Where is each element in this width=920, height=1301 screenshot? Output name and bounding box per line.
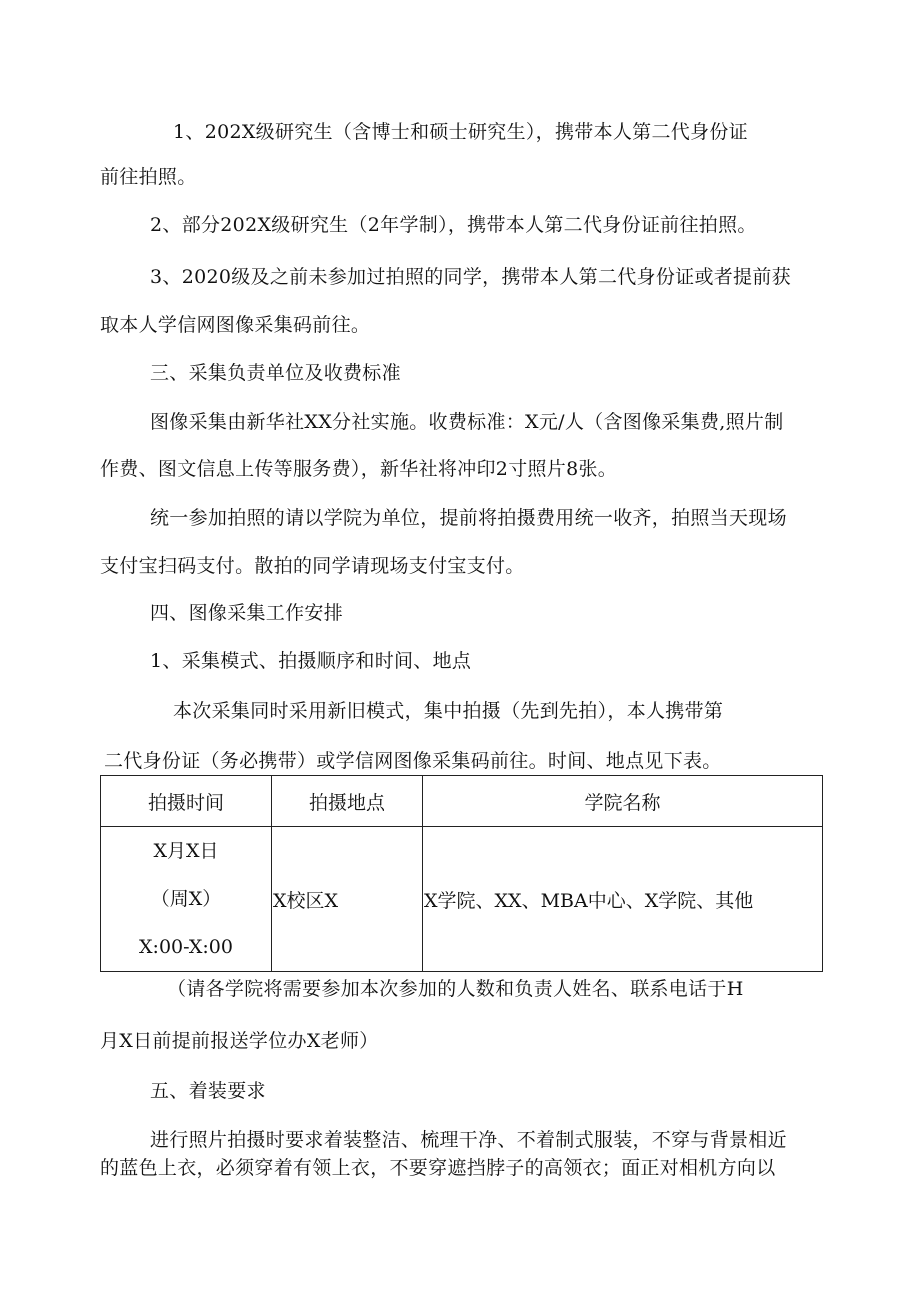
time-date: X月X日 [153,840,219,862]
mode-paragraph-line-2: 二代身份证（务必携带）或学信网图像采集码前往。时间、地点见下表。 [104,750,722,772]
section-heading-5: 五、着装要求 [150,1080,266,1102]
attire-paragraph-line-1: 进行照片拍摄时要求着装整洁、梳理干净、不着制式服装，不穿与背景相近 [150,1129,787,1151]
time-weekday: （周X） [150,888,222,910]
subsection-heading-4-1: 1、采集模式、拍摄顺序和时间、地点 [150,650,472,672]
paragraph-item-3-line-2: 取本人学信网图像采集码前往。 [100,314,371,336]
table-cell-location [272,827,423,972]
payment-paragraph-line-2: 支付宝扫码支付。散拍的同学请现场支付宝支付。 [100,555,525,577]
table-header-time: 拍摄时间 [101,776,272,827]
section-heading-3: 三、采集负责单位及收费标准 [150,362,401,384]
fee-paragraph-line-2: 作费、图文信息上传等服务费），新华社将冲印2寸照片8张。 [100,458,618,480]
paragraph-item-1-line-2: 前往拍照。 [100,166,197,188]
table-header-location: 拍摄地点 [272,776,423,827]
paragraph-item-2: 2、部分202X级研究生（2年学制），携带本人第二代身份证前往拍照。 [150,214,757,236]
table-cell-colleges [423,827,823,972]
note-line-2: 月X日前提前报送学位办X老师） [100,1030,379,1052]
table-header-row [101,776,823,827]
section-heading-4: 四、图像采集工作安排 [150,602,344,624]
time-range: X:00-X:00 [139,936,233,958]
location-text: X校区X [273,889,339,912]
note-line-1: （请各学院将需要参加本次参加的人数和负责人姓名、联系电话于H [167,978,744,1000]
table-row [101,827,823,972]
fee-paragraph-line-1: 图像采集由新华社XX分社实施。收费标准：X元/人（含图像采集费,照片制 [150,411,784,433]
colleges-text: X学院、XX、MBA中心、X学院、其他 [424,889,754,912]
paragraph-item-3-line-1: 3、2020级及之前未参加过拍照的同学，携带本人第二代身份证或者提前获 [150,266,791,288]
attire-paragraph-line-2: 的蓝色上衣，必须穿着有领上衣，不要穿遮挡脖子的高领衣；面正对相机方向以 [100,1157,776,1179]
table-header-college: 学院名称 [423,776,823,827]
payment-paragraph-line-1: 统一参加拍照的请以学院为单位，提前将拍摄费用统一收齐，拍照当天现场 [150,507,787,529]
mode-paragraph-line-1: 本次采集同时采用新旧模式，集中拍摄（先到先拍），本人携带第 [173,700,724,722]
table-cell-time [101,827,272,972]
paragraph-item-1-line-1: 1、202X级研究生（含博士和硕士研究生），携带本人第二代身份证 [173,121,748,143]
schedule-table [100,775,823,972]
